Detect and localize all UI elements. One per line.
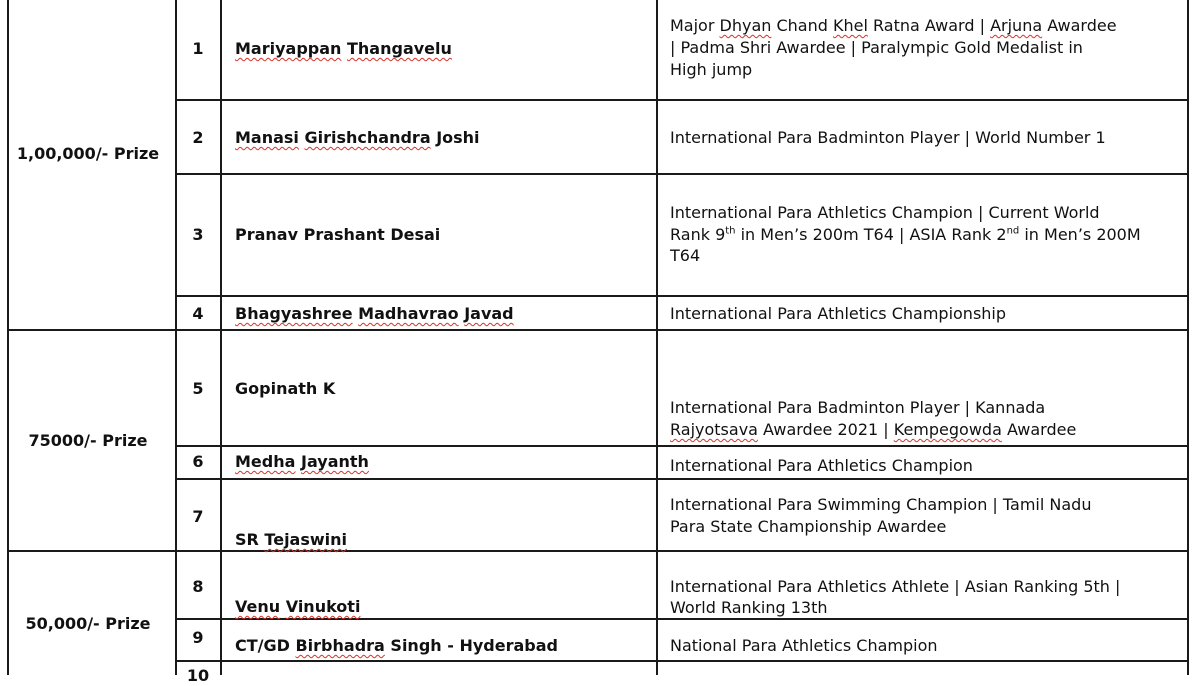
row-number: 3: [192, 225, 204, 244]
athlete-name: Pranav Prashant Desai: [235, 225, 441, 244]
athlete-name: Venu Vinukoti: [235, 597, 361, 616]
athlete-name: Medha Jayanth: [235, 452, 369, 471]
row-number: 7: [192, 507, 204, 526]
prize-group-label: 75000/- Prize: [28, 431, 148, 450]
row-divider: [175, 295, 1189, 297]
achievement-text: International Para Athletics Championship: [670, 304, 1007, 323]
row-number: 5: [192, 379, 204, 398]
row-divider: [175, 660, 1189, 662]
group-divider: [7, 329, 1189, 331]
achievement-text: International Para Athletics Champion | Current World: [670, 203, 1100, 222]
prize-group-label: 1,00,000/- Prize: [16, 144, 160, 163]
athlete-name: SR Tejaswini: [235, 530, 348, 549]
achievement-text: Rajyotsava Awardee 2021 | Kempegowda Awardee: [670, 420, 1077, 439]
table-border-col-name: [656, 0, 658, 675]
achievement-text: T64: [670, 246, 701, 265]
achievement-text: High jump: [670, 60, 753, 79]
table-border-col-prize: [175, 0, 177, 675]
row-number: 4: [192, 304, 204, 323]
row-number: 2: [192, 128, 204, 147]
row-divider: [175, 478, 1189, 480]
achievement-text: International Para Athletics Athlete | Asian Ranking 5th |: [670, 577, 1121, 596]
table-border-col-num: [220, 0, 222, 675]
prize-group-label: 50,000/- Prize: [25, 614, 151, 633]
achievement-text: Rank 9th in Men’s 200m T64 | ASIA Rank 2nd in Men’s 200M: [670, 225, 1141, 244]
row-divider: [175, 445, 1189, 447]
group-divider: [7, 550, 1189, 552]
achievement-text: National Para Athletics Champion: [670, 636, 938, 655]
achievement-text: International Para Athletics Champion: [670, 456, 973, 475]
achievement-text: International Para Swimming Champion | Tamil Nadu: [670, 495, 1092, 514]
athlete-name: Gopinath K: [235, 379, 336, 398]
athlete-name: CT/GD Birbhadra Singh - Hyderabad: [235, 636, 558, 655]
achievement-text: | Padma Shri Awardee | Paralympic Gold Medalist in: [670, 38, 1083, 57]
row-number: 10: [186, 666, 210, 685]
athlete-name: Mariyappan Thangavelu: [235, 39, 452, 58]
table-border-left: [7, 0, 9, 675]
row-number: 9: [192, 628, 204, 647]
achievement-text: Major Dhyan Chand Khel Ratna Award | Arjuna Awardee: [670, 16, 1117, 35]
row-number: 1: [192, 39, 204, 58]
athlete-name: Bhagyashree Madhavrao Javad: [235, 304, 514, 323]
row-divider: [175, 173, 1189, 175]
table-border-right: [1187, 0, 1189, 675]
row-divider: [175, 99, 1189, 101]
row-number: 8: [192, 577, 204, 596]
achievement-text: World Ranking 13th: [670, 598, 828, 617]
achievement-text: Para State Championship Awardee: [670, 517, 947, 536]
row-number: 6: [192, 452, 204, 471]
row-divider: [175, 618, 1189, 620]
achievement-text: International Para Badminton Player | Kannada: [670, 398, 1046, 417]
athlete-name: Manasi Girishchandra Joshi: [235, 128, 480, 147]
achievement-text: International Para Badminton Player | World Number 1: [670, 128, 1106, 147]
